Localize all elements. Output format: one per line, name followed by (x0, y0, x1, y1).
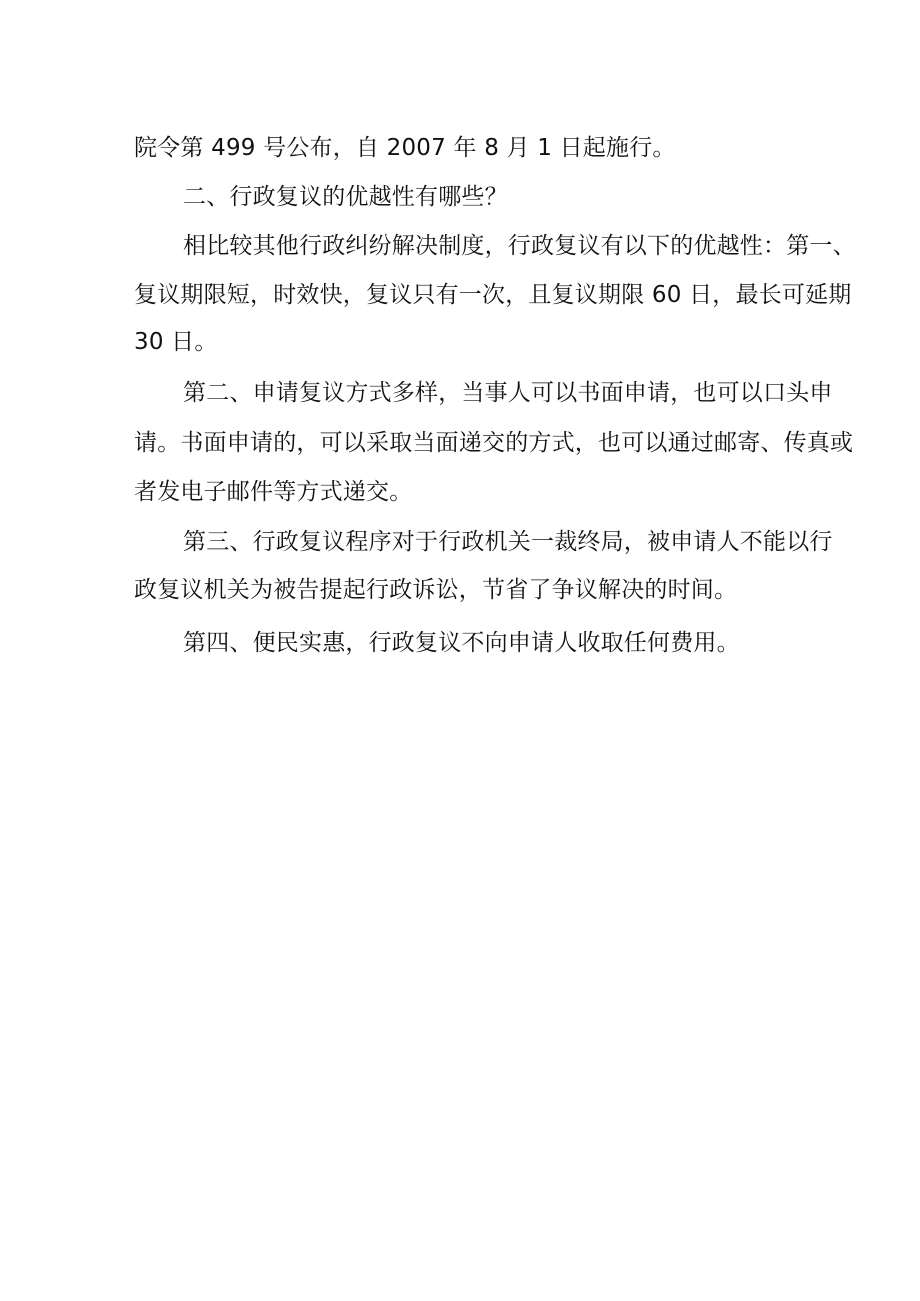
text-line: 复议期限短，时效快，复议只有一次，且复议期限 60 日，最长可延期 (134, 282, 852, 308)
text-line: 第二、申请复议方式多样，当事人可以书面申请，也可以口头申 (183, 380, 833, 406)
text-line: 相比较其他行政纠纷解决制度，行政复议有以下的优越性：第一、 (183, 233, 856, 259)
section-heading: 二、行政复议的优越性有哪些？ (183, 184, 508, 210)
text-line: 30 日。 (134, 329, 218, 355)
text-line: 第三、行政复议程序对于行政机关一裁终局，被申请人不能以行 (183, 529, 833, 555)
text-line: 政复议机关为被告提起行政诉讼，节省了争议解决的时间。 (134, 577, 738, 603)
text-line: 请。书面申请的，可以采取当面递交的方式，也可以通过邮寄、传真或 (134, 430, 854, 456)
text-line: 者发电子邮件等方式递交。 (134, 479, 413, 505)
text-line: 院令第 499 号公布，自 2007 年 8 月 1 日起施行。 (134, 135, 676, 161)
text-line: 第四、便民实惠，行政复议不向申请人收取任何费用。 (183, 630, 740, 656)
